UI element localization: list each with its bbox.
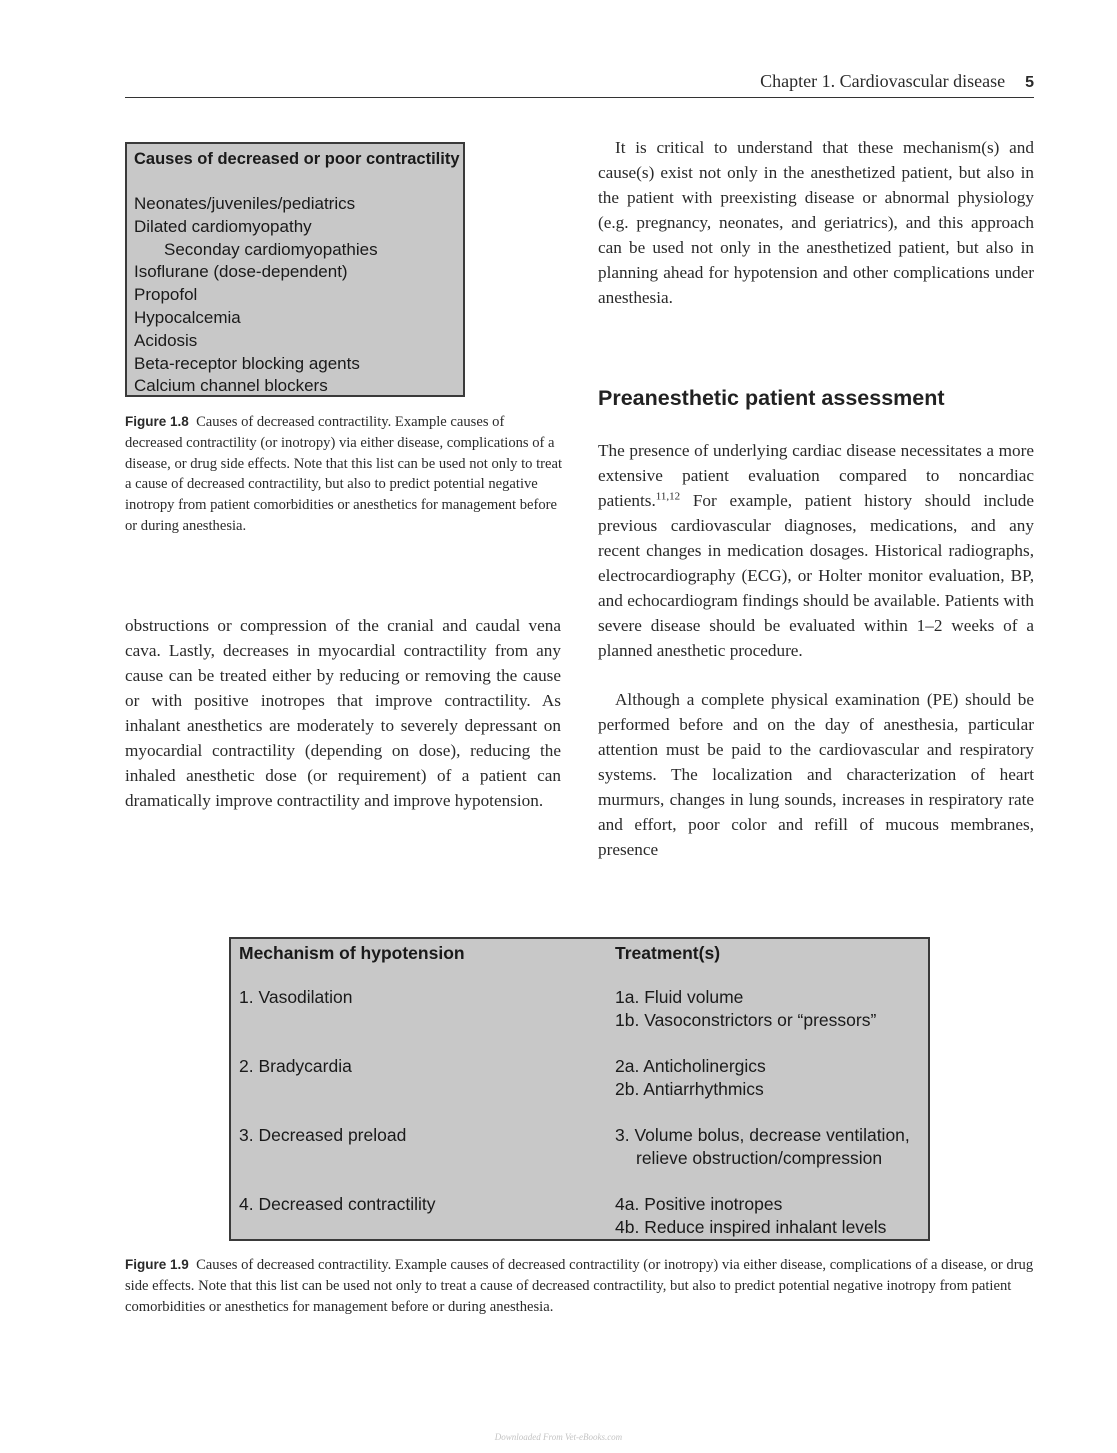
treatment-cell bbox=[615, 1193, 886, 1239]
figure-1-9-table bbox=[229, 937, 930, 1241]
mechanism-cell: 4. Decreased contractility bbox=[239, 1194, 436, 1214]
mechanism-cell: 1. Vasodilation bbox=[239, 987, 353, 1007]
treatment-line: 2b. Antiarrhythmics bbox=[615, 1079, 764, 1099]
column-header-treatment: Treatment(s) bbox=[615, 943, 721, 963]
body-paragraph: It is critical to understand that these mechanism(s) and cause(s) exist not only in the anesthetized patient, but also in the patient with preexisting disease or abnormal physiology (e.g. pregnancy, neonates, and geriatrics), and this approach can be used not only in the anesthetized patient, but also in planning ahead for hypotension and other complications under anesthesia. bbox=[598, 138, 1034, 307]
paragraph-text: For example, patient history should include previous cardiovascular diagnoses, medications, and any recent changes in medication dosages. Historical radiographs, electrocardiography (ECG), or Holter monitor evaluation, BP, and echocardiogram findings should be available. Patients with severe disease should be evaluated within 1–2 weeks of a planned anesthetic procedure. bbox=[598, 491, 1034, 660]
figure-1-8-caption bbox=[125, 412, 563, 537]
running-header bbox=[125, 70, 1034, 98]
figure-1-9-caption bbox=[125, 1255, 1037, 1317]
page-number: 5 bbox=[1025, 74, 1034, 91]
figure-1-8-box-title: Causes of decreased or poor contractility bbox=[134, 150, 460, 168]
figure-label: Figure 1.8 bbox=[125, 414, 189, 429]
chapter-title: Chapter 1. Cardiovascular disease bbox=[760, 71, 1006, 91]
treatment-line: 4a. Positive inotropes bbox=[615, 1194, 783, 1214]
mechanism-cell: 2. Bradycardia bbox=[239, 1056, 352, 1076]
list-item: Neonates/juveniles/pediatrics bbox=[134, 194, 356, 213]
body-paragraph bbox=[598, 438, 1034, 663]
list-item: Dilated cardiomyopathy bbox=[134, 216, 312, 236]
treatment-line: 4b. Reduce inspired inhalant levels bbox=[615, 1217, 887, 1237]
body-paragraph: Although a complete physical examination (PE) should be performed before and on the day of anesthesia, particular attention must be paid to the cardiovascular and respiratory systems. The localization and characterization of heart murmurs, changes in lung sounds, increases in respiratory rate and effort, poor color and refill of mucous membranes, presence bbox=[598, 690, 1034, 859]
treatment-cell bbox=[615, 1124, 910, 1170]
contractility-causes-list bbox=[134, 193, 463, 398]
list-item: Propofol bbox=[134, 285, 198, 305]
mechanism-cell: 3. Decreased preload bbox=[239, 1125, 407, 1145]
paragraph-text: The presence of underlying cardiac disease necessitates a more extensive patient evaluation compared to noncardiac patients. bbox=[598, 441, 1034, 510]
section-heading: Preanesthetic patient assessment bbox=[598, 386, 945, 410]
body-paragraph: obstructions or compression of the cranial and caudal vena cava. Lastly, decreases in myocardial contractility from any cause can be treated either by reducing or removing the cause or with positive inotropes that improve contractility. As inhalant anesthetics are moderately to severely depressant on myocardial contractility (depending on dose), reducing the inhaled anesthetic dose (or requirement) of a patient can dramatically improve contractility and improve hypotension. bbox=[125, 616, 561, 810]
reference-superscript: 11,12 bbox=[655, 490, 681, 503]
treatment-line: 1a. Fluid volume bbox=[615, 987, 744, 1007]
caption-text: Causes of decreased contractility. Example causes of decreased contractility (or inotropy) via either disease, complications of a disease, or drug side effects. Note that this list can be used not only to treat a cause of decreased contractility, but also to predict potential negative inotropy from patient comorbidities or anesthetics for management before or during anesthesia. bbox=[125, 414, 563, 534]
list-item: Beta-receptor blocking agents bbox=[134, 353, 360, 373]
column-header-mechanism: Mechanism of hypotension bbox=[239, 943, 465, 963]
treatment-line: 1b. Vasoconstrictors or “pressors” bbox=[615, 1010, 877, 1030]
watermark-text: Downloaded From Vet-eBooks.com bbox=[494, 1432, 623, 1442]
treatment-line: relieve obstruction/compression bbox=[636, 1148, 883, 1168]
list-item: Acidosis bbox=[134, 330, 198, 350]
figure-1-8-box bbox=[125, 142, 465, 397]
list-item: Calcium channel blockers bbox=[134, 376, 328, 396]
treatment-cell bbox=[615, 986, 876, 1032]
treatment-cell bbox=[615, 1055, 766, 1101]
list-item: Seconday cardiomyopathies bbox=[164, 239, 378, 259]
caption-text: Causes of decreased contractility. Example causes of decreased contractility (or inotropy) via either disease, complications of a disease, or drug side effects. Note that this list can be used not only to treat a cause of decreased contractility, but also to predict potential negative inotropy from patient comorbidities or anesthetics for management before or during anesthesia. bbox=[125, 1257, 1034, 1315]
list-item: Hypocalcemia bbox=[134, 307, 241, 327]
treatment-line: 3. Volume bolus, decrease ventilation, bbox=[615, 1125, 910, 1145]
treatment-line: 2a. Anticholinergics bbox=[615, 1056, 766, 1076]
figure-label: Figure 1.9 bbox=[125, 1257, 189, 1272]
list-item: Isoflurane (dose-dependent) bbox=[134, 262, 348, 282]
